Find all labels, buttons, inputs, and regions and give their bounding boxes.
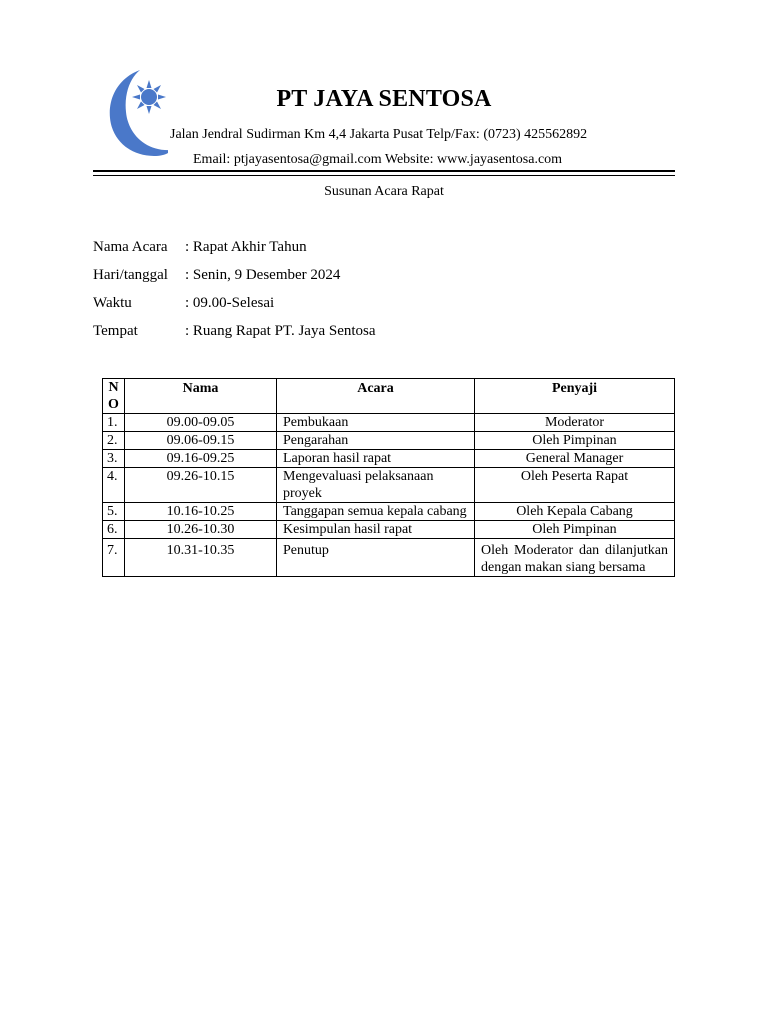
info-label: Hari/tanggal [93, 267, 168, 283]
cell-acara: Penutup [277, 539, 475, 577]
cell-acara: Laporan hasil rapat [277, 450, 475, 468]
cell-acara: Kesimpulan hasil rapat [277, 521, 475, 539]
header-nama: Nama [125, 379, 277, 414]
table-row [103, 450, 675, 468]
company-contact: Email: ptjayasentosa@gmail.com Website: www.jayasentosa.com [193, 152, 563, 167]
letterhead-divider-thick [93, 170, 675, 172]
cell-no: 4. [103, 468, 125, 503]
cell-nama: 09.26-10.15 [125, 468, 277, 503]
cell-no: 6. [103, 521, 125, 539]
cell-nama: 09.00-09.05 [125, 414, 277, 432]
table-row [103, 503, 675, 521]
cell-nama: 10.31-10.35 [125, 539, 277, 577]
cell-nama: 09.06-09.15 [125, 432, 277, 450]
info-value: : Ruang Rapat PT. Jaya Sentosa [185, 323, 376, 339]
info-label: Nama Acara [93, 239, 168, 255]
cell-penyaji: General Manager [475, 450, 675, 468]
info-value: : Senin, 9 Desember 2024 [185, 267, 341, 283]
cell-no: 1. [103, 414, 125, 432]
table-row [103, 521, 675, 539]
info-label: Tempat [93, 323, 138, 339]
header-penyaji: Penyaji [475, 379, 675, 414]
agenda-table [102, 378, 675, 577]
cell-acara: Tanggapan semua kepala cabang [277, 503, 475, 521]
info-label: Waktu [93, 295, 132, 311]
table-row [103, 468, 675, 503]
cell-no: 3. [103, 450, 125, 468]
cell-no: 2. [103, 432, 125, 450]
crescent-sun-logo-icon [106, 68, 168, 158]
cell-nama: 10.26-10.30 [125, 521, 277, 539]
cell-nama: 10.16-10.25 [125, 503, 277, 521]
cell-nama: 09.16-09.25 [125, 450, 277, 468]
cell-penyaji: Moderator [475, 414, 675, 432]
cell-penyaji: Oleh Kepala Cabang [475, 503, 675, 521]
table-row [103, 414, 675, 432]
company-name: PT JAYA SENTOSA [276, 86, 492, 112]
table-row [103, 539, 675, 577]
cell-no: 5. [103, 503, 125, 521]
cell-penyaji: Oleh Moderator dan dilanjutkan dengan makan siang bersama [475, 539, 675, 577]
info-value: : Rapat Akhir Tahun [185, 239, 307, 255]
document-title: Susunan Acara Rapat [324, 184, 444, 199]
table-header-row [103, 379, 675, 414]
cell-penyaji: Oleh Pimpinan [475, 432, 675, 450]
cell-penyaji: Oleh Pimpinan [475, 521, 675, 539]
company-address: Jalan Jendral Sudirman Km 4,4 Jakarta Pusat Telp/Fax: (0723) 425562892 [170, 127, 588, 142]
cell-penyaji: Oleh Peserta Rapat [475, 468, 675, 503]
cell-acara: Pengarahan [277, 432, 475, 450]
cell-acara: Mengevaluasi pelaksanaan proyek [277, 468, 475, 503]
table-row [103, 432, 675, 450]
header-no: N O [103, 379, 125, 414]
header-acara: Acara [277, 379, 475, 414]
cell-acara: Pembukaan [277, 414, 475, 432]
info-value: : 09.00-Selesai [185, 295, 275, 311]
letterhead-divider-thin [93, 175, 675, 176]
cell-no: 7. [103, 539, 125, 577]
